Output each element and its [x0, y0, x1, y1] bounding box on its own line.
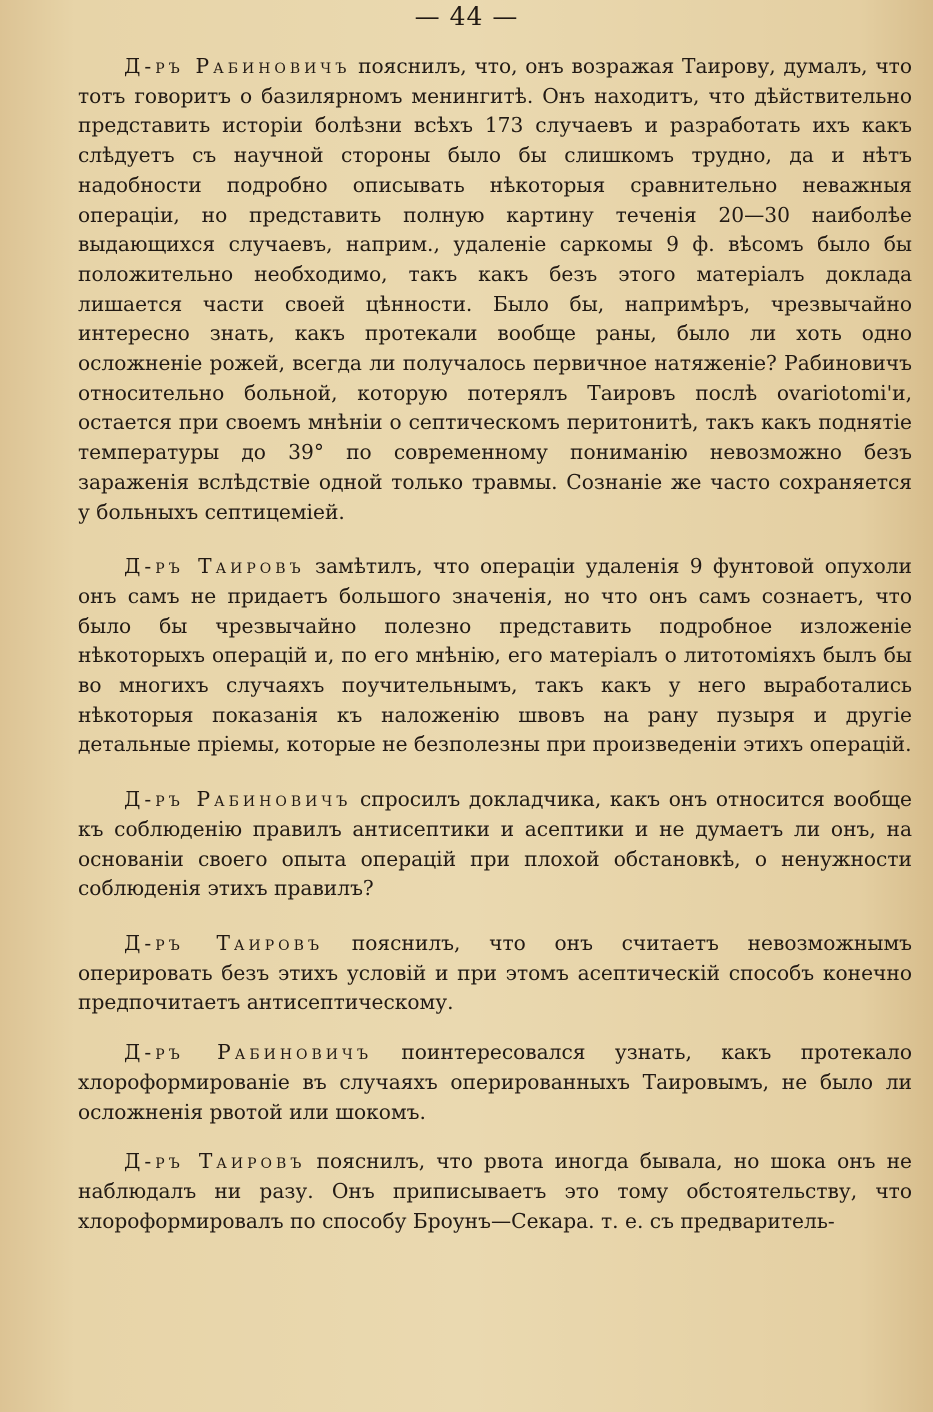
- paragraph-body: пояснилъ, что рвота иногда бывала, но шока онъ не наблюдалъ ни разу. Онъ приписываетъ это тому обстоятельству, что хлороформировалъ по способу Броунъ—Секара. т. е. съ предваритель-: [78, 1149, 912, 1233]
- paragraph-body: пояснилъ, что, онъ возражая Таирову, думалъ, что тотъ говоритъ о базилярномъ менингитѣ. Онъ находитъ, что дѣйствительно представить исторіи болѣзни всѣхъ 173 случаевъ и разработать ихъ какъ слѣдуетъ съ научной стороны было бы слишкомъ трудно, да и нѣтъ надобности подробно описывать нѣкоторыя сравнительно неважныя операціи, но представить полную картину теченія 20—30 наиболѣе выдающихся случаевъ, наприм., удаленіе саркомы 9 ф. вѣсомъ было бы положительно необходимо, такъ какъ безъ этого матеріалъ доклада лишается части своей цѣнности. Было бы, напримѣръ, чрезвычайно интересно знать, какъ протекали вообще раны, было ли хоть одно осложненіе рожей, всегда ли получалось первичное натяженіе? Рабиновичъ относительно больной, которую потерялъ Таировъ послѣ ovariotomi'и, остается при своемъ мнѣніи о септическомъ перитонитѣ, такъ какъ поднятіе температуры до 39° по современному пониманію невозможно безъ зараженія вслѣдствіе одной только травмы. Сознаніе же часто сохраняется у больныхъ септицеміей.: [78, 54, 912, 524]
- speaker-name: Д-ръ Рабиновичъ: [124, 787, 352, 812]
- paragraph-body: пояснилъ, что онъ считаетъ невозможнымъ оперировать безъ этихъ условій и при этомъ асептическій способъ конечно предпочитаетъ антисептическому.: [78, 930, 912, 1015]
- speaker-name: Д-ръ Таировъ: [124, 554, 305, 579]
- speaker-name: Д-ръ Таировъ: [124, 930, 324, 955]
- speaker-name: Д-ръ Рабиновичъ: [124, 1040, 372, 1065]
- paragraph-1: [78, 52, 912, 527]
- paragraph-3: [78, 785, 912, 904]
- page-number: — 44 —: [414, 2, 519, 31]
- paragraph-body: поинтересовался узнать, какъ протекало хлороформированіе въ случаяхъ оперированныхъ Таировымъ, не было ли осложненія рвотой или шокомъ.: [78, 1040, 912, 1124]
- paragraph-2: [78, 552, 912, 760]
- paragraph-body: замѣтилъ, что операціи удаленія 9 фунтовой опухоли онъ самъ не придаетъ большого значенія, но что онъ самъ сознаетъ, что было бы чрезвычайно полезно представить подробное изложеніе нѣкоторыхъ операцій и, по его мнѣнію, его матеріалъ о литотоміяхъ былъ бы во многихъ случаяхъ поучительнымъ, такъ какъ у него выработались нѣкоторыя показанія къ наложенію швовъ на рану пузыря и другіе детальные пріемы, которые не безполезны при произведеніи этихъ операцій.: [78, 554, 912, 757]
- page-text: [78, 52, 912, 1256]
- speaker-name: Д-ръ Рабиновичъ: [124, 54, 351, 78]
- speaker-name: Д-ръ Таировъ: [124, 1149, 306, 1174]
- paragraph-body: спросилъ докладчика, какъ онъ относится вообще къ соблюденію правилъ антисептики и асептики и не думаетъ ли онъ, на основаніи своего опыта операцій при плохой обстановкѣ, о ненужности соблюденія этихъ правилъ?: [78, 787, 912, 901]
- paragraph-4: [78, 929, 912, 1018]
- paragraph-5: [78, 1038, 912, 1127]
- paragraph-6: [78, 1147, 912, 1236]
